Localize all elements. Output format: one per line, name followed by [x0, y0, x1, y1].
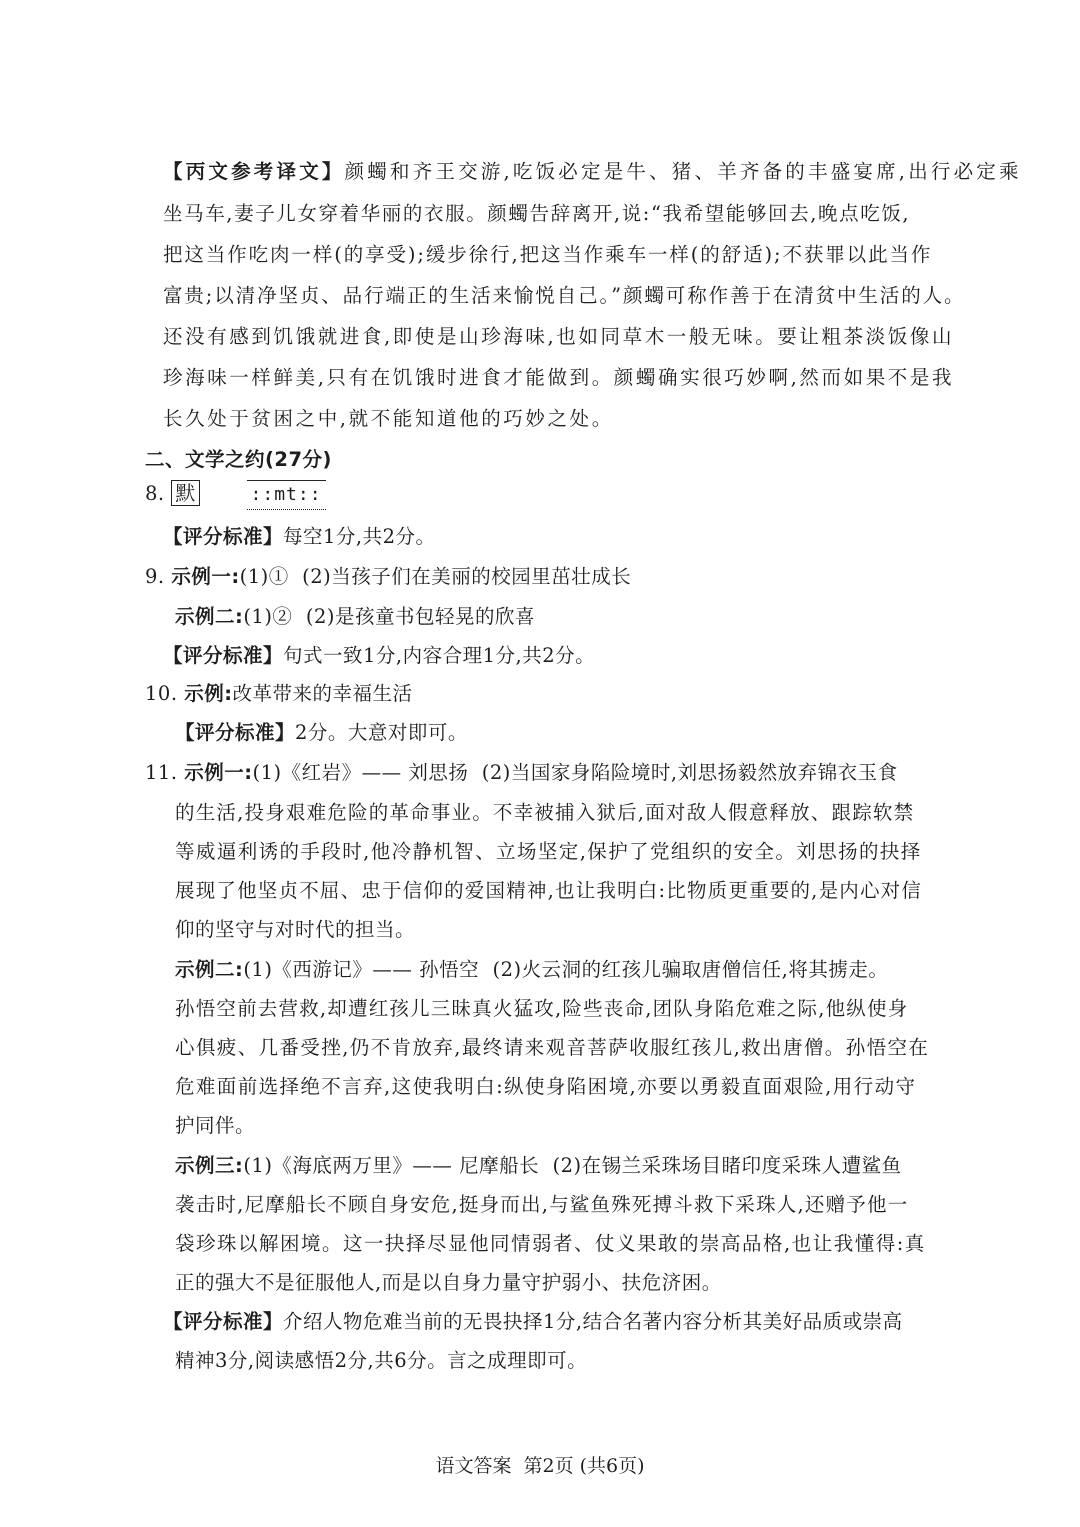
q11-ex2-line-5: 护同伴。	[175, 1114, 256, 1137]
q11-ex2-line-1	[175, 956, 888, 984]
q11-ex2-line-2: 孙悟空前去营救,却遭红孩儿三昧真火猛攻,险些丧命,团队身陷危难之际,他纵使身	[175, 997, 909, 1020]
q10-criteria	[175, 719, 468, 747]
q11-ex1-line-2: 的生活,投身艰难危险的革命事业。不幸被捕入狱后,面对敌人假意释放、跟踪软禁	[175, 801, 915, 824]
q9-criteria-text: 句式一致1分,内容合理1分,共2分。	[283, 644, 596, 667]
q8-char-box: 默	[171, 480, 200, 506]
translation-heading: 【丙文参考译文】	[163, 160, 345, 183]
q11-ex3-line-1	[175, 1152, 902, 1180]
q11-ex1-line-3: 等威逼利诱的手段时,他冷静机智、立场坚定,保护了党组织的安全。刘思扬的抉择	[175, 840, 922, 863]
q10-criteria-label: 【评分标准】	[175, 721, 296, 744]
q11-ex1-line-4: 展现了他坚贞不屈、忠于信仰的爱国精神,也让我明白:比物质更重要的,是内心对信	[175, 879, 923, 902]
q10-example	[145, 680, 413, 708]
translation-line-4: 富贵;以清净坚贞、品行端正的生活来愉悦自己。”颜蠋可称作善于在清贫中生活的人。	[163, 284, 966, 307]
translation-line-1	[163, 158, 1022, 186]
translation-line-5: 还没有感到饥饿就进食,即使是山珍海味,也如同草木一般无味。要让粗茶淡饭像山	[163, 325, 955, 348]
translation-line-2: 坐马车,妻子儿女穿着华丽的衣服。颜蠋告辞离开,说:“我希望能够回去,晚点吃饭,	[163, 202, 911, 225]
q9-example-2	[175, 603, 535, 631]
translation-line-7: 长久处于贫困之中,就不能知道他的巧妙之处。	[163, 407, 614, 430]
q10-criteria-text: 2分。大意对即可。	[295, 721, 468, 744]
q11-ex2-line-4: 危难面前选择绝不言弃,这使我明白:纵使身陷困境,亦要以勇毅直面艰险,用行动守	[175, 1075, 917, 1098]
q8-number: 8.	[145, 482, 165, 505]
q11-ex3-label: 示例三:	[175, 1154, 244, 1177]
section-title: 二、文学之约(27分)	[145, 448, 332, 471]
q9-criteria	[163, 642, 595, 670]
q11-ex3-line-4: 正的强大不是征服他人,而是以自身力量守护弱小、扶危济困。	[175, 1271, 722, 1294]
q9-ex2-label: 示例二:	[175, 605, 244, 628]
translation-line-6: 珍海味一样鲜美,只有在饥饿时进食才能做到。颜蠋确实很巧妙啊,然而如果不是我	[163, 366, 955, 389]
q8-criteria-label: 【评分标准】	[163, 525, 284, 548]
translation-text: 颜蠋和齐王交游,吃饭必定是牛、猪、羊齐备的丰盛宴席,出行必定乘	[344, 160, 1022, 183]
q11-ex3-line-3: 袋珍珠以解困境。这一抉择尽显他同情弱者、仗义果敢的崇高品格,也让我懂得:真	[175, 1232, 926, 1255]
q11-ex1-text-1: (1)《红岩》—— 刘思扬 (2)当国家身陷险境时,刘思扬毅然放弃锦衣玉食	[252, 761, 898, 784]
q11-criteria-label: 【评分标准】	[163, 1310, 284, 1333]
q11-number: 11.	[145, 761, 178, 784]
q11-ex1-line-1	[145, 759, 898, 787]
q11-ex3-text-1: (1)《海底两万里》—— 尼摩船长 (2)在锡兰采珠场目睹印度采珠人遭鲨鱼	[243, 1154, 902, 1177]
q9-number: 9.	[145, 565, 165, 588]
q11-ex1-label: 示例一:	[184, 761, 253, 784]
q8-answer	[145, 480, 326, 510]
q10-ex-text: 改革带来的幸福生活	[232, 682, 413, 705]
q11-ex2-text-1: (1)《西游记》—— 孙悟空 (2)火云洞的红孩儿骗取唐僧信任,将其掳走。	[243, 958, 889, 981]
translation-line-3: 把这当作吃肉一样(的享受);缓步徐行,把这当作乘车一样(的舒适);不获罪以此当作	[163, 243, 933, 266]
q8-pinyin: ::mt::	[247, 480, 326, 510]
q11-ex3-line-2: 袭击时,尼摩船长不顾自身安危,挺身而出,与鲨鱼殊死搏斗救下采珠人,还赠予他一	[175, 1193, 909, 1216]
q10-number: 10.	[145, 682, 178, 705]
q11-criteria-text-1: 介绍人物危难当前的无畏抉择1分,结合名著内容分析其美好品质或崇高	[283, 1310, 903, 1333]
q9-ex1-text: (1)① (2)当孩子们在美丽的校园里茁壮成长	[239, 565, 632, 588]
q8-criteria-text: 每空1分,共2分。	[283, 525, 436, 548]
q11-criteria-line-2: 精神3分,阅读感悟2分,共6分。言之成理即可。	[175, 1349, 588, 1372]
q9-criteria-label: 【评分标准】	[163, 644, 284, 667]
q11-criteria-line-1	[163, 1308, 903, 1336]
q9-ex1-label: 示例一:	[171, 565, 240, 588]
q11-ex2-line-3: 心俱疲、几番受挫,仍不肯放弃,最终请来观音菩萨收服红孩儿,救出唐僧。孙悟空在	[175, 1036, 930, 1059]
q8-criteria	[163, 523, 436, 551]
page-footer: 语文答案 第2页 (共6页)	[435, 1455, 645, 1477]
q11-ex1-line-5: 仰的坚守与对时代的担当。	[175, 918, 416, 941]
q9-example-1	[145, 563, 631, 591]
q10-ex-label: 示例:	[184, 682, 233, 705]
q11-ex2-label: 示例二:	[175, 958, 244, 981]
q9-ex2-text: (1)② (2)是孩童书包轻晃的欣喜	[243, 605, 535, 628]
